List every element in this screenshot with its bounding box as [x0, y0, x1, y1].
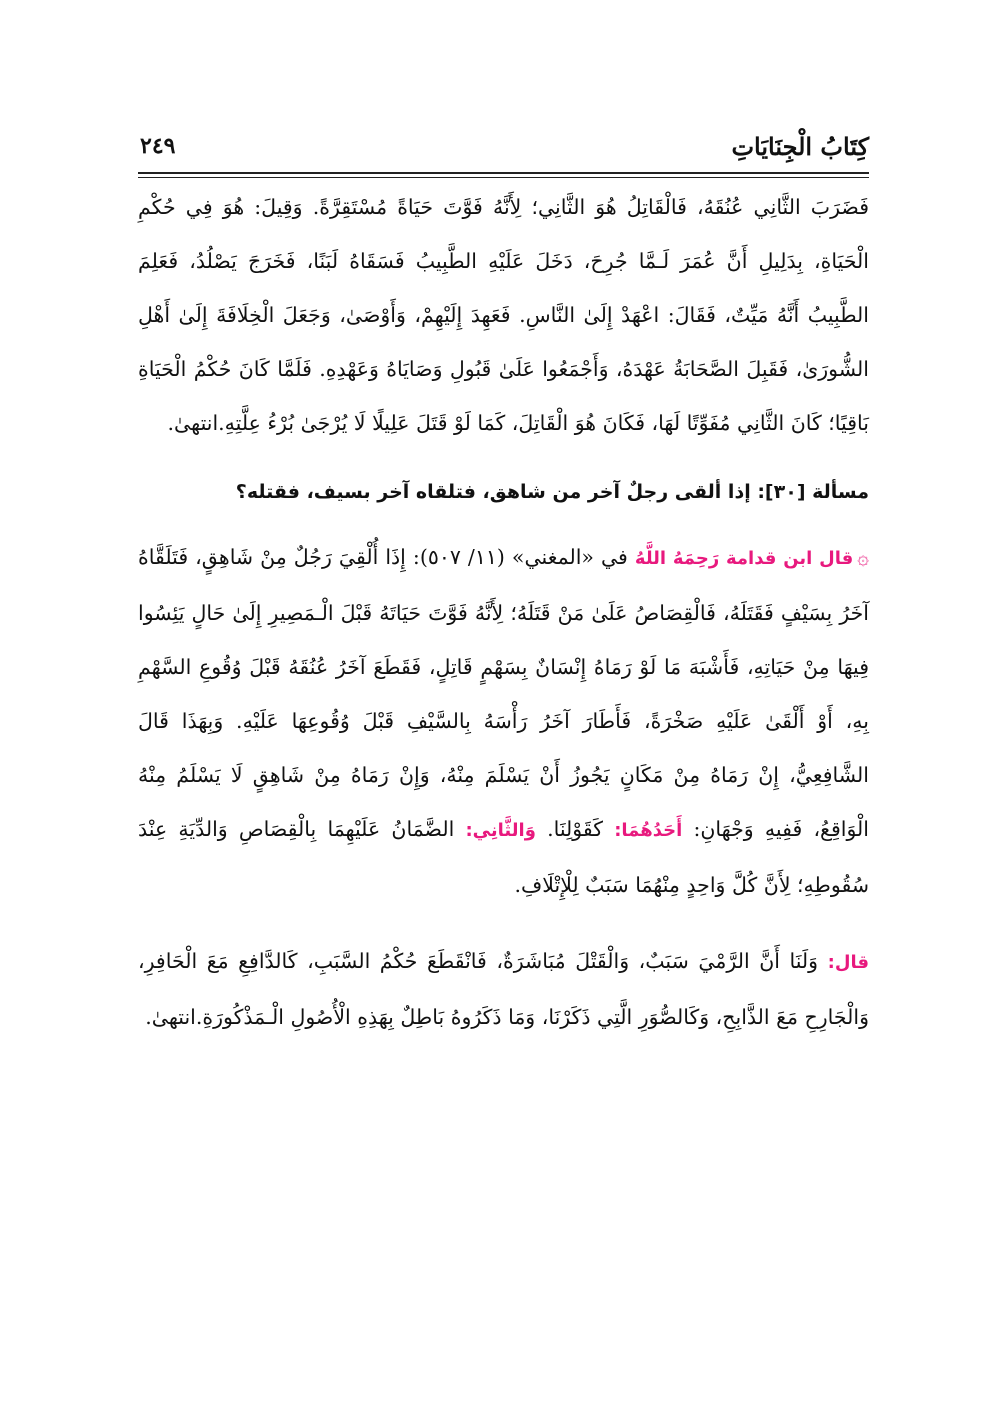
- paragraph-2-text-c: الضَّمَانُ عَلَيْهِمَا بِالْقِصَاصِ وَالدِّيَةِ عِنْدَ سُقُوطِهِ؛ لِأَنَّ كُلَّ وَاحِدٍ مِنْهُمَا سَبَبٌ لِلْإِتْلَافِ.: [138, 817, 869, 897]
- paragraph-1: فَضَرَبَ الثَّانِي عُنُقَهُ، فَالْقَاتِلُ هُوَ الثَّانِي؛ لِأَنَّهُ فَوَّتَ حَيَاةً مُسْتَقِرَّةً. وَقِيلَ: هُوَ فِي حُكْمِ الْحَيَاةِ، بِدَلِيلِ أَنَّ عُمَرَ لَـمَّا جُرِحَ، دَخَلَ عَلَيْهِ الطَّبِيبُ فَسَقَاهُ لَبَنًا، فَخَرَجَ يَصْلُدُ، فَعَلِمَ الطَّبِيبُ أَنَّهُ مَيِّتٌ، فَقَالَ: اعْهَدْ إِلَىٰ النَّاسِ. فَعَهِدَ إِلَيْهِمْ، وَأَوْصَىٰ، وَجَعَلَ الْخِلَافَةَ إِلَىٰ أَهْلِ الشُّورَىٰ، فَقَبِلَ الصَّحَابَةُ عَهْدَهُ، وَأَجْمَعُوا عَلَىٰ قَبُولِ وَصَايَاهُ وَعَهْدِهِ. فَلَمَّا كَانَ حُكْمُ الْحَيَاةِ بَاقِيًا؛ كَانَ الثَّانِي مُفَوِّتًا لَهَا، فَكَانَ هُوَ الْقَاتِلَ، كَمَا لَوْ قَتَلَ عَلِيلًا لَا يُرْجَىٰ بُرْءُ عِلَّتِهِ.انتهىٰ.: [138, 195, 869, 435]
- paragraph-2-text-a: في «المغني» (١١/ ٥٠٧): إِذَا أُلْقِيَ رَجُلٌ مِنْ شَاهِقٍ، فَتَلَقَّاهُ آخَرُ بِسَيْفٍ فَقَتَلَهُ، فَالْقِصَاصُ عَلَىٰ مَنْ قَتَلَهُ؛ لِأَنَّهُ فَوَّتَ حَيَاتَهُ قَبْلَ الْـمَصِيرِ إِلَىٰ حَالٍ يَئِسُوا فِيهَا مِنْ حَيَاتِهِ، فَأَشْبَهَ مَا لَوْ رَمَاهُ إِنْسَانٌ بِسَهْمٍ قَاتِلٍ، فَقَطَعَ آخَرُ عُنُقَهُ قَبْلَ وُقُوعِ السَّهْمِ بِهِ، أَوْ أَلْقَىٰ عَلَيْهِ صَخْرَةً، فَأَطَارَ آخَرُ رَأْسَهُ بِالسَّيْفِ قَبْلَ وُقُوعِهَا عَلَيْهِ. وَبِهَذَا قَالَ الشَّافِعِيُّ، إِنْ رَمَاهُ مِنْ مَكَانٍ يَجُوزُ أَنْ يَسْلَمَ مِنْهُ، وَإِنْ رَمَاهُ مِنْ شَاهِقٍ لَا يَسْلَمُ مِنْهُ الْوَاقِعُ، فَفِيهِ وَجْهَانِ:: [138, 545, 869, 841]
- second-opinion-label: وَالثَّانِي:: [465, 820, 536, 841]
- header-divider: [138, 172, 869, 178]
- paragraph-3-text: وَلَنَا أَنَّ الرَّمْيَ سَبَبٌ، وَالْقَتْلَ مُبَاشَرَةٌ، فَانْقَطَعَ حُكْمُ السَّبَبِ، كَالدَّافِعِ مَعَ الْحَافِرِ، وَالْجَارِحِ مَعَ الذَّابِحِ، وَكَالصُّوَرِ الَّتِي ذَكَرْنَا، وَمَا ذَكَرُوهُ بَاطِلٌ بِهَذِهِ الْأُصُولِ الْـمَذْكُورَةِ.انتهىٰ.: [138, 949, 869, 1029]
- qala-label: قال:: [827, 952, 869, 973]
- issue-heading: مسألة [٣٠]: إذا ألقى رجلٌ آخر من شاهق، فتلقاه آخر بسيف، فقتله؟: [235, 481, 869, 503]
- paragraph-2: [138, 530, 869, 912]
- paragraph-3: [138, 934, 869, 1044]
- first-opinion-label: أَحَدُهُمَا:: [614, 820, 683, 841]
- paragraph-2-text-b: كَقَوْلِنَا.: [535, 817, 615, 841]
- page-header: [140, 126, 869, 166]
- book-title: كِتَابُ الْجِنَايَاتِ: [731, 131, 869, 161]
- flower-ornament-icon: ۞: [857, 545, 869, 569]
- page-body: [138, 180, 869, 1044]
- speaker-label: قال ابن قدامة رَحِمَهُ اللَّهُ: [634, 548, 854, 569]
- page-number: ٢٤٩: [140, 133, 176, 159]
